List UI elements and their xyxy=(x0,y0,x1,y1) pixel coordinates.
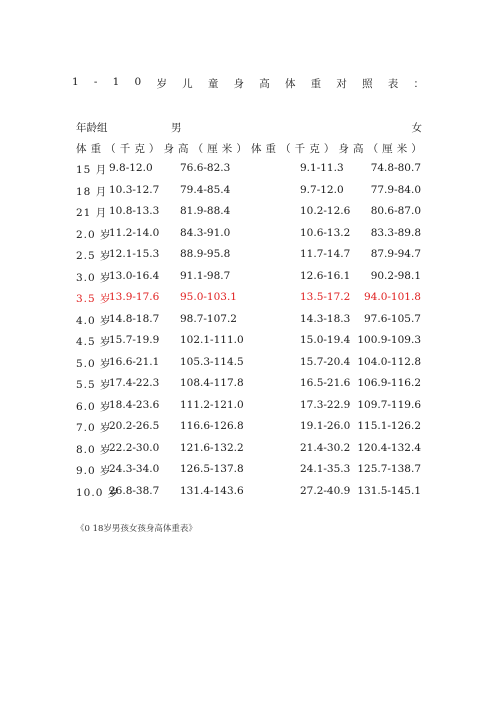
subheader-char: 米 xyxy=(221,143,233,155)
girl-weight-cell: 15.0-19.4 xyxy=(300,334,351,346)
girl-height-cell: 90.2-98.1 xyxy=(370,269,421,282)
boy-weight-cell: 11.2-14.0 xyxy=(109,226,160,239)
subheader-char: （ xyxy=(367,143,379,155)
table-row xyxy=(0,227,496,241)
boy-weight-cell: 13.0-16.4 xyxy=(109,269,160,282)
subheader-char: 千 xyxy=(294,143,306,155)
girl-weight-cell: 27.2-40.9 xyxy=(300,484,351,497)
subheader-char: 米 xyxy=(396,143,408,155)
age-cell: 4.5 岁 xyxy=(76,336,112,348)
table-row xyxy=(0,270,496,284)
title-char: 0 xyxy=(134,76,142,88)
table-row xyxy=(0,485,496,499)
girl-height-cell: 125.7-138.7 xyxy=(357,463,421,475)
girl-weight-cell: 13.5-17.2 xyxy=(300,291,351,303)
girl-weight-cell: 9.7-12.0 xyxy=(300,183,344,196)
subheader-char: 克 xyxy=(309,143,320,155)
subheader-char: ） xyxy=(236,143,247,155)
subheader-char: ） xyxy=(148,143,160,155)
age-cell: 15 月 xyxy=(76,164,108,176)
girl-height-cell: 115.1-126.2 xyxy=(357,420,421,432)
boy-weight-cell: 26.8-38.7 xyxy=(109,484,160,497)
age-cell: 6.0 岁 xyxy=(76,400,112,413)
boy-weight-cell: 13.9-17.6 xyxy=(109,291,160,303)
subheader-char: （ xyxy=(280,143,291,155)
boy-height-cell: 108.4-117.8 xyxy=(180,377,244,389)
age-cell: 10.0 岁 xyxy=(76,486,120,499)
girl-height-cell: 131.5-145.1 xyxy=(357,484,421,497)
title-char: - xyxy=(93,76,98,88)
age-cell: 5.5 岁 xyxy=(76,379,112,391)
title-char: 高 xyxy=(259,78,270,90)
boy-weight-cell: 9.8-12.0 xyxy=(109,162,153,174)
subheader-char: 高 xyxy=(352,143,364,155)
boy-weight-cell: 24.3-34.0 xyxy=(109,463,160,475)
subheader-char: （ xyxy=(192,143,204,155)
title-char: 表 xyxy=(387,78,399,90)
subheader-char: 厘 xyxy=(207,143,218,155)
boy-weight-cell: 14.8-18.7 xyxy=(109,312,160,325)
subheader-char: 千 xyxy=(119,143,131,155)
table-row xyxy=(0,334,496,348)
header-row xyxy=(76,120,422,134)
subheader-char: ） xyxy=(323,143,335,155)
girl-height-cell: 74.8-80.7 xyxy=(370,162,421,174)
title-char: 身 xyxy=(233,78,245,90)
age-cell: 2.5 岁 xyxy=(76,250,112,262)
title-char: 童 xyxy=(207,78,219,90)
girl-weight-cell: 12.6-16.1 xyxy=(300,269,351,282)
girl-weight-cell: 10.6-13.2 xyxy=(300,226,351,239)
subheader-char: 厘 xyxy=(382,143,393,155)
title-char: 对 xyxy=(336,78,347,90)
subheader-row xyxy=(76,141,422,156)
boy-height-cell: 91.1-98.7 xyxy=(180,269,231,282)
girl-height-cell: 120.4-132.4 xyxy=(357,441,421,454)
boy-height-cell: 79.4-85.4 xyxy=(180,183,231,196)
boy-weight-cell: 12.1-15.3 xyxy=(109,248,160,260)
girl-height-cell: 97.6-105.7 xyxy=(364,312,421,325)
age-cell: 2.0 岁 xyxy=(76,228,112,241)
title-char: 1 xyxy=(112,76,120,88)
subheader-char: 身 xyxy=(163,143,174,155)
table-row xyxy=(0,399,496,413)
boy-height-cell: 95.0-103.1 xyxy=(180,291,237,303)
boy-height-cell: 76.6-82.3 xyxy=(180,162,231,174)
title-char: ： xyxy=(413,78,424,90)
girl-height-cell: 83.3-89.8 xyxy=(370,226,421,239)
age-group-header: 年龄组 xyxy=(76,122,108,134)
age-cell: 8.0 岁 xyxy=(76,443,112,456)
boy-height-cell: 102.1-111.0 xyxy=(180,334,244,346)
girl-weight-cell: 15.7-20.4 xyxy=(300,355,351,368)
boy-weight-cell: 18.4-23.6 xyxy=(109,398,160,411)
title-char: 照 xyxy=(362,78,373,90)
subheader-char: 体 xyxy=(250,143,262,155)
page-title xyxy=(72,76,424,91)
female-header: 女 xyxy=(411,122,422,134)
girl-height-cell: 87.9-94.7 xyxy=(370,248,421,260)
boy-height-cell: 105.3-114.5 xyxy=(180,355,244,368)
boy-weight-cell: 22.2-30.0 xyxy=(109,441,160,454)
boy-weight-cell: 10.8-13.3 xyxy=(109,205,160,217)
girl-weight-cell: 9.1-11.3 xyxy=(300,162,344,174)
subheader-char: 重 xyxy=(90,143,102,155)
boy-height-cell: 81.9-88.4 xyxy=(180,205,231,217)
age-cell: 7.0 岁 xyxy=(76,422,112,434)
male-header: 男 xyxy=(171,122,182,134)
boy-height-cell: 88.9-95.8 xyxy=(180,248,231,260)
subheader-char: （ xyxy=(105,143,116,155)
table-row xyxy=(0,248,496,262)
title-char: 岁 xyxy=(156,78,167,90)
boy-weight-cell: 17.4-22.3 xyxy=(109,377,160,389)
girl-height-cell: 106.9-116.2 xyxy=(357,377,421,389)
table-row xyxy=(0,356,496,370)
boy-weight-cell: 16.6-21.1 xyxy=(109,355,160,368)
subheader-char: 高 xyxy=(178,143,189,155)
boy-height-cell: 84.3-91.0 xyxy=(180,226,231,239)
girl-weight-cell: 16.5-21.6 xyxy=(300,377,351,389)
table-row xyxy=(0,463,496,477)
age-cell: 9.0 岁 xyxy=(76,465,112,477)
girl-weight-cell: 10.2-12.6 xyxy=(300,205,351,217)
girl-weight-cell: 11.7-14.7 xyxy=(300,248,351,260)
girl-height-cell: 104.0-112.8 xyxy=(357,355,421,368)
boy-weight-cell: 10.3-12.7 xyxy=(109,183,160,196)
subheader-char: 克 xyxy=(134,143,145,155)
table-row xyxy=(0,313,496,327)
subheader-char: 重 xyxy=(265,143,277,155)
girl-height-cell: 80.6-87.0 xyxy=(370,205,421,217)
boy-weight-cell: 20.2-26.5 xyxy=(109,420,160,432)
subheader-char: 身 xyxy=(338,143,349,155)
girl-height-cell: 77.9-84.0 xyxy=(370,183,421,196)
girl-height-cell: 109.7-119.6 xyxy=(357,398,421,411)
girl-weight-cell: 14.3-18.3 xyxy=(300,312,351,325)
title-char: 重 xyxy=(310,78,322,90)
girl-weight-cell: 17.3-22.9 xyxy=(300,398,351,411)
age-cell: 3.5 岁 xyxy=(76,293,112,305)
boy-height-cell: 98.7-107.2 xyxy=(180,312,237,325)
table-row xyxy=(0,184,496,198)
table-row xyxy=(0,377,496,391)
girl-height-cell: 94.0-101.8 xyxy=(364,291,421,303)
boy-height-cell: 131.4-143.6 xyxy=(180,484,244,497)
age-cell: 5.0 岁 xyxy=(76,357,112,370)
title-char: 儿 xyxy=(182,78,193,90)
boy-height-cell: 121.6-132.2 xyxy=(180,441,244,454)
table-row xyxy=(0,205,496,219)
girl-height-cell: 100.9-109.3 xyxy=(357,334,421,346)
age-cell: 3.0 岁 xyxy=(76,271,112,284)
table-row xyxy=(0,442,496,456)
boy-weight-cell: 15.7-19.9 xyxy=(109,334,160,346)
footer-caption: 《0 18岁男孩女孩身高体重表》 xyxy=(76,524,197,534)
boy-height-cell: 116.6-126.8 xyxy=(180,420,244,432)
title-char: 体 xyxy=(284,78,296,90)
table-row xyxy=(0,420,496,434)
girl-weight-cell: 21.4-30.2 xyxy=(300,441,351,454)
subheader-char: ） xyxy=(411,143,422,155)
age-cell: 18 月 xyxy=(76,185,108,198)
boy-height-cell: 111.2-121.0 xyxy=(180,398,244,411)
age-cell: 4.0 岁 xyxy=(76,314,112,327)
table-row xyxy=(0,162,496,176)
table-row xyxy=(0,291,496,305)
age-cell: 21 月 xyxy=(76,207,108,219)
girl-weight-cell: 19.1-26.0 xyxy=(300,420,351,432)
title-char: 1 xyxy=(72,76,79,88)
boy-height-cell: 126.5-137.8 xyxy=(180,463,244,475)
subheader-char: 体 xyxy=(76,143,87,155)
girl-weight-cell: 24.1-35.3 xyxy=(300,463,351,475)
